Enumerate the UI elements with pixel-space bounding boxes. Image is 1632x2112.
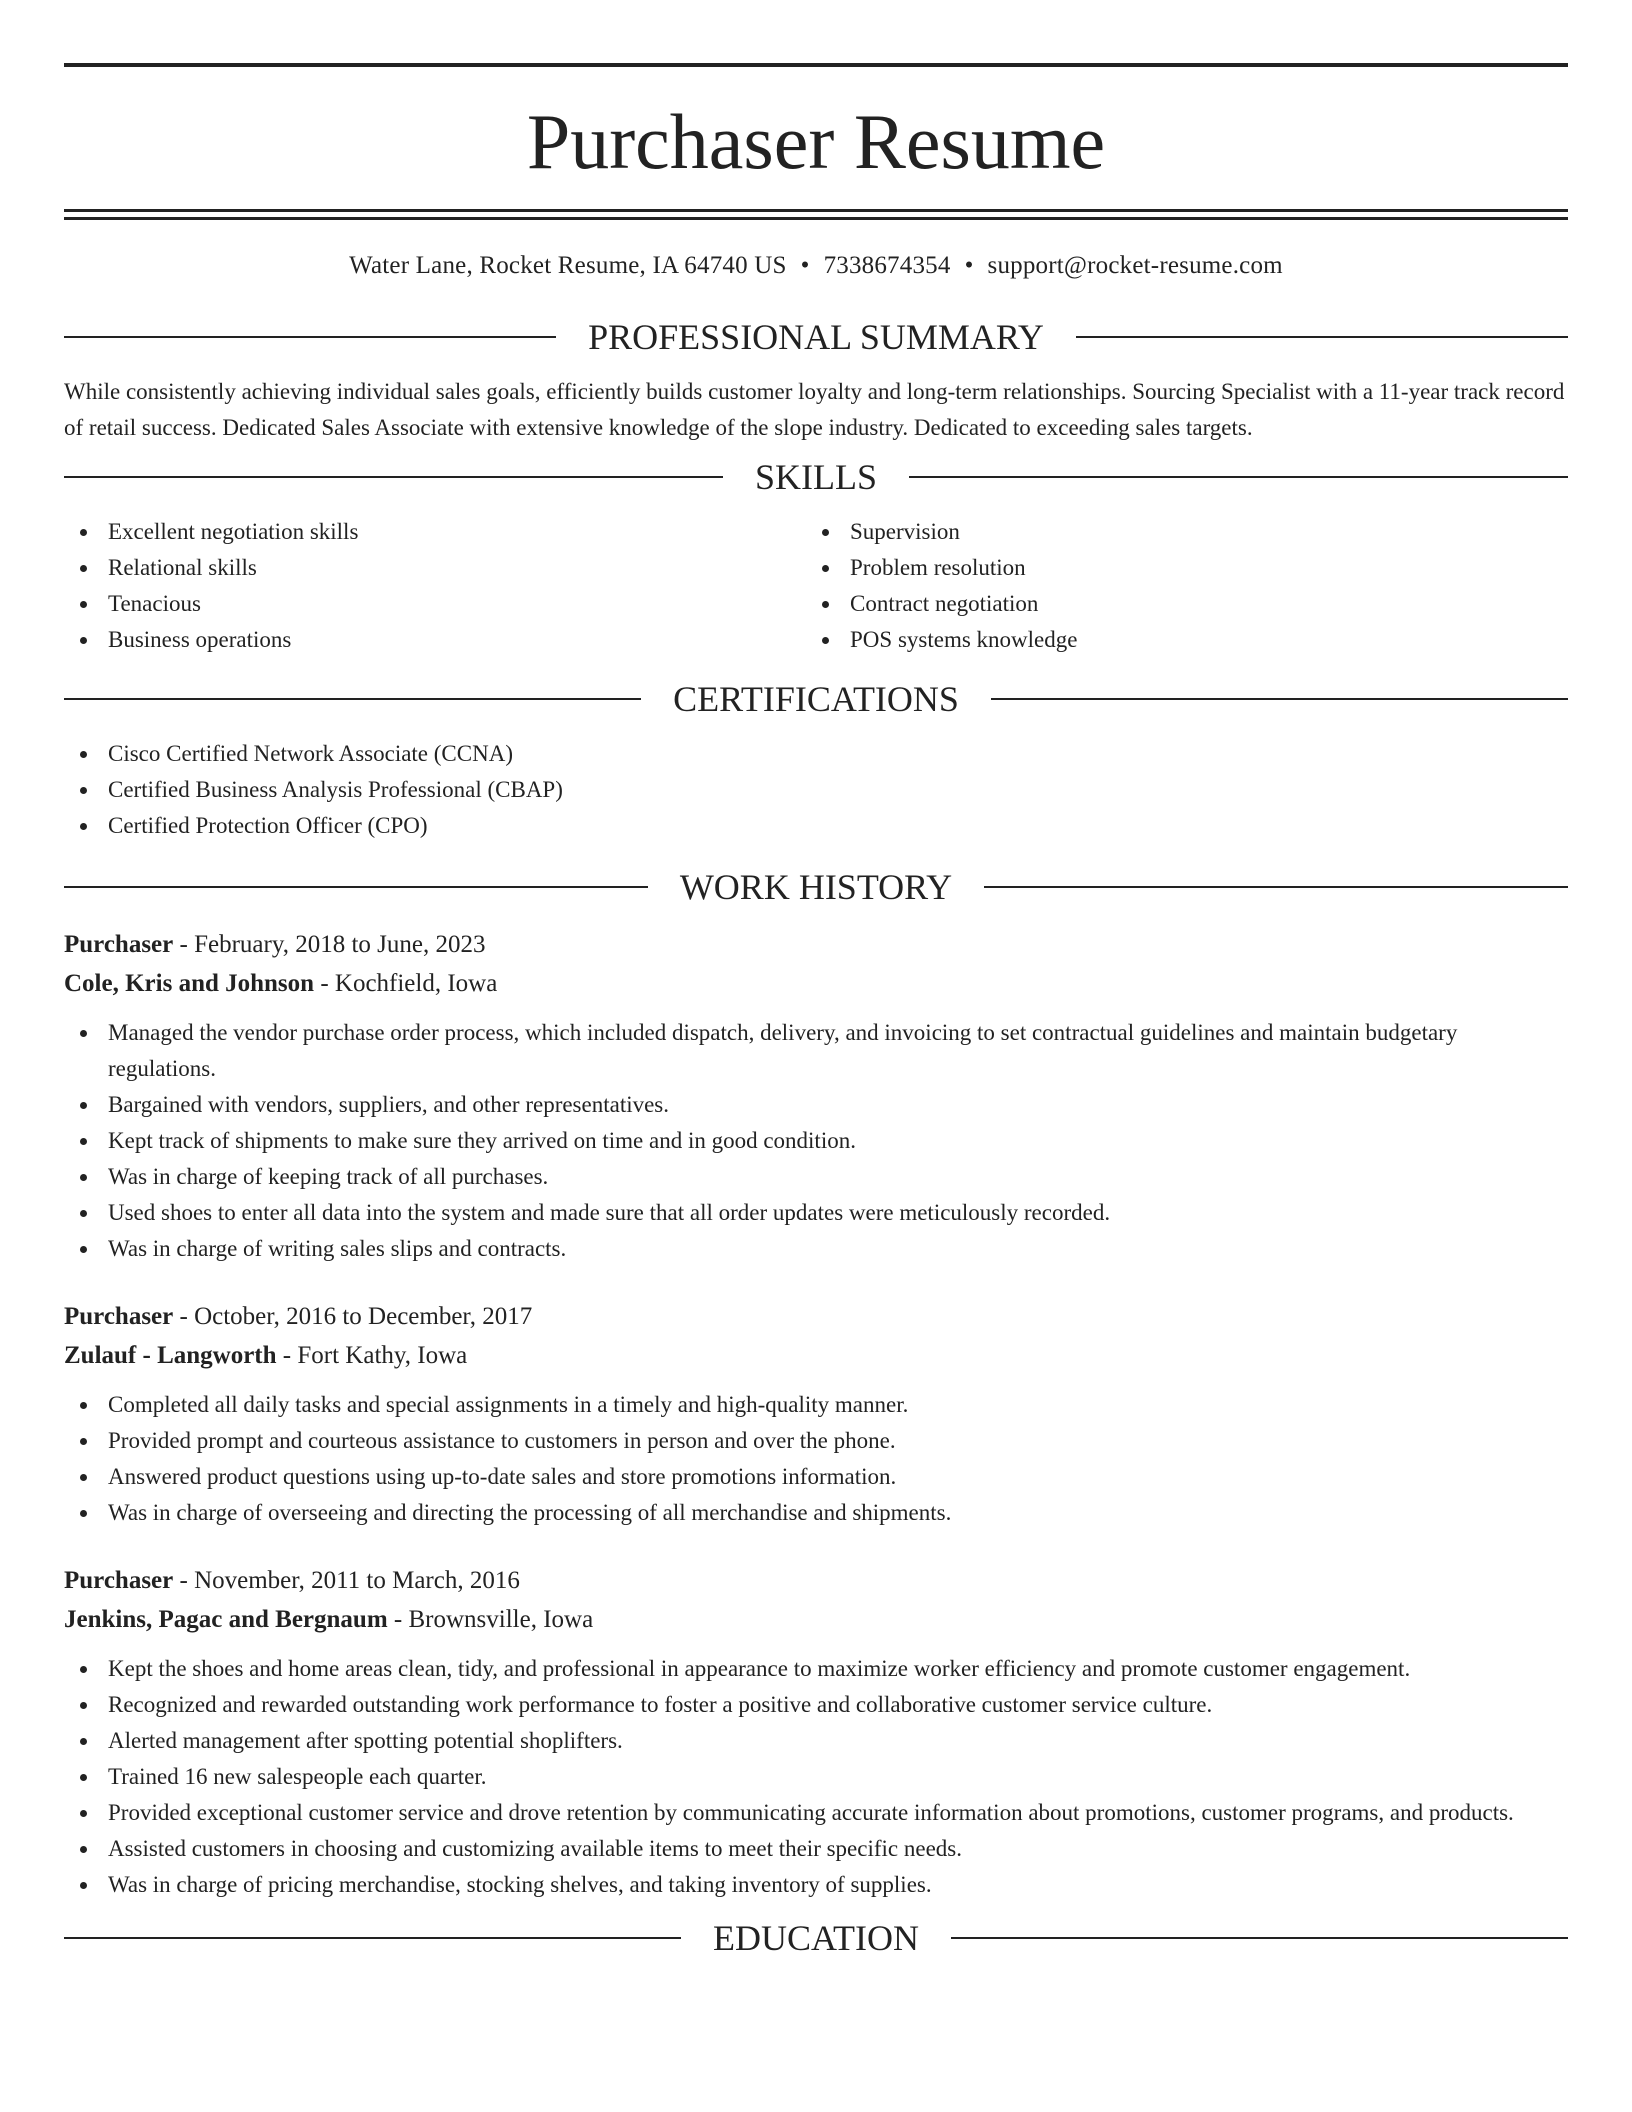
heading-rule — [64, 1937, 681, 1939]
heading-rule — [64, 886, 648, 888]
section-title: WORK HISTORY — [679, 867, 953, 907]
job-title-line — [64, 1561, 1568, 1600]
list-item: Provided exceptional customer service and drove retention by communicating accurate information about promotions, customer programs, and products. — [64, 1795, 1568, 1831]
section-heading-summary — [64, 314, 1568, 360]
list-item: Was in charge of overseeing and directing the processing of all merchandise and shipments. — [64, 1495, 1568, 1531]
top-rule — [64, 63, 1568, 67]
job-company-line — [64, 1600, 1568, 1639]
list-item: Excellent negotiation skills — [64, 514, 806, 550]
job-location: - Brownsville, Iowa — [387, 1606, 594, 1633]
certifications-list — [64, 736, 1568, 844]
heading-rule — [984, 886, 1568, 888]
contact-email[interactable]: support@rocket-resume.com — [987, 252, 1283, 279]
section-title: SKILLS — [755, 457, 878, 497]
list-item: Cisco Certified Network Associate (CCNA) — [64, 736, 1568, 772]
list-item: Supervision — [806, 514, 1548, 550]
resume-page — [64, 0, 1568, 1961]
section-heading-education — [64, 1915, 1568, 1961]
list-item: Was in charge of pricing merchandise, stocking shelves, and taking inventory of supplies. — [64, 1867, 1568, 1903]
heading-rule — [64, 336, 556, 338]
list-item: Kept track of shipments to make sure they arrived on time and in good condition. — [64, 1123, 1568, 1159]
list-item: Recognized and rewarded outstanding work performance to foster a positive and collaborative customer service culture. — [64, 1687, 1568, 1723]
list-item: Provided prompt and courteous assistance to customers in person and over the phone. — [64, 1423, 1568, 1459]
skills-list-left — [64, 514, 806, 658]
list-item: Was in charge of writing sales slips and contracts. — [64, 1231, 1568, 1267]
job-title-line — [64, 925, 1568, 964]
contact-separator: • — [964, 252, 974, 279]
heading-rule — [64, 698, 641, 700]
list-item: Answered product questions using up-to-date sales and store promotions information. — [64, 1459, 1568, 1495]
list-item: Problem resolution — [806, 550, 1548, 586]
list-item: Assisted customers in choosing and customizing available items to meet their specific needs. — [64, 1831, 1568, 1867]
job-entry — [64, 1561, 1568, 1903]
job-company: Zulauf - Langworth — [64, 1342, 277, 1369]
job-dates: - November, 2011 to March, 2016 — [173, 1567, 520, 1594]
list-item: Relational skills — [64, 550, 806, 586]
contact-address: Water Lane, Rocket Resume, IA 64740 US — [349, 252, 787, 279]
section-heading-skills — [64, 454, 1568, 500]
list-item: Tenacious — [64, 586, 806, 622]
skills-list-right — [806, 514, 1548, 658]
job-title: Purchaser — [64, 1303, 174, 1330]
list-item: Completed all daily tasks and special assignments in a timely and high-quality manner. — [64, 1387, 1568, 1423]
list-item: Business operations — [64, 622, 806, 658]
job-entry — [64, 925, 1568, 1267]
job-company: Jenkins, Pagac and Bergnaum — [64, 1606, 388, 1633]
job-location: - Fort Kathy, Iowa — [276, 1342, 468, 1369]
contact-line — [64, 251, 1568, 281]
contact-separator: • — [800, 252, 810, 279]
list-item: Contract negotiation — [806, 586, 1548, 622]
section-title: PROFESSIONAL SUMMARY — [588, 317, 1044, 357]
job-bullets — [64, 1387, 1568, 1531]
job-bullets — [64, 1651, 1568, 1903]
contact-phone: 7338674354 — [823, 252, 951, 279]
job-title: Purchaser — [64, 1567, 174, 1594]
job-dates: - October, 2016 to December, 2017 — [173, 1303, 533, 1330]
job-title-line — [64, 1297, 1568, 1336]
job-company-line — [64, 964, 1568, 1003]
job-location: - Kochfield, Iowa — [314, 970, 498, 997]
list-item: Bargained with vendors, suppliers, and other representatives. — [64, 1087, 1568, 1123]
heading-rule — [64, 476, 723, 478]
list-item: Alerted management after spotting potential shoplifters. — [64, 1723, 1568, 1759]
heading-rule — [1076, 336, 1568, 338]
list-item: Kept the shoes and home areas clean, tidy, and professional in appearance to maximize worker efficiency and promote customer engagement. — [64, 1651, 1568, 1687]
skills-grid — [64, 514, 1568, 658]
section-title: CERTIFICATIONS — [673, 679, 959, 719]
section-heading-work-history — [64, 864, 1568, 910]
heading-rule — [991, 698, 1568, 700]
job-bullets — [64, 1015, 1568, 1267]
list-item: Certified Protection Officer (CPO) — [64, 808, 1568, 844]
list-item: Was in charge of keeping track of all purchases. — [64, 1159, 1568, 1195]
job-company: Cole, Kris and Johnson — [64, 970, 315, 997]
job-dates: - February, 2018 to June, 2023 — [173, 931, 486, 958]
heading-rule — [909, 476, 1568, 478]
list-item: Trained 16 new salespeople each quarter. — [64, 1759, 1568, 1795]
section-title: EDUCATION — [713, 1918, 919, 1958]
job-title: Purchaser — [64, 931, 174, 958]
summary-text: While consistently achieving individual sales goals, efficiently builds customer loyalty and long-term relationships. Sourcing Specialist with a 11-year track record of retail success. Dedicated Sales Associate with extensive knowledge of the slope industry. Dedicated to exceeding sales targets. — [64, 379, 1565, 440]
title-double-rule — [64, 209, 1568, 220]
list-item: Managed the vendor purchase order process, which included dispatch, delivery, and invoicing to set contractual guidelines and maintain budgetary regulations. — [64, 1015, 1568, 1087]
list-item: POS systems knowledge — [806, 622, 1548, 658]
job-company-line — [64, 1336, 1568, 1375]
heading-rule — [951, 1937, 1568, 1939]
list-item: Used shoes to enter all data into the system and made sure that all order updates were meticulously recorded. — [64, 1195, 1568, 1231]
list-item: Certified Business Analysis Professional (CBAP) — [64, 772, 1568, 808]
job-entry — [64, 1297, 1568, 1531]
section-heading-certifications — [64, 676, 1568, 722]
resume-title: Purchaser Resume — [526, 98, 1106, 185]
